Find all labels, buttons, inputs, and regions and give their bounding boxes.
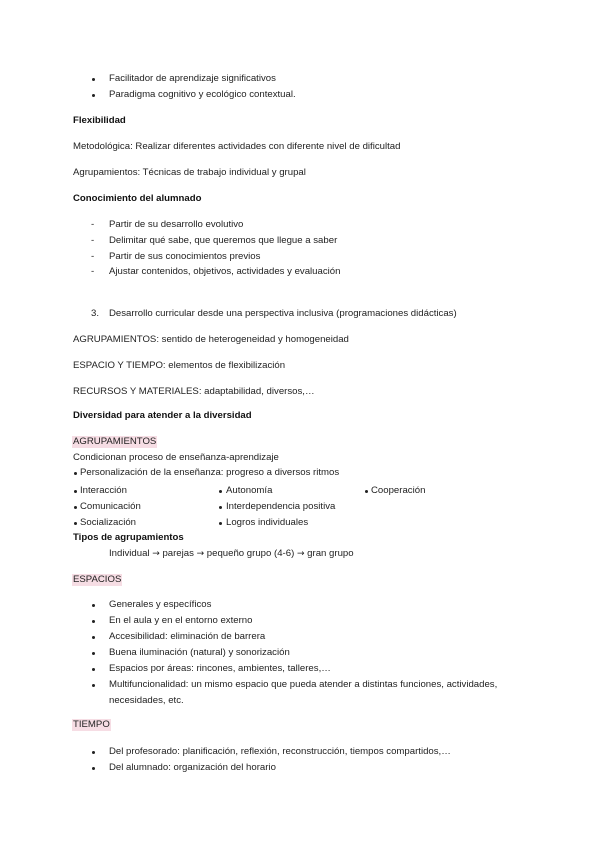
- bullet-icon: [92, 767, 95, 770]
- bullet-icon: [92, 684, 95, 687]
- bullet-icon: [219, 522, 222, 525]
- bullet-icon: [92, 94, 95, 97]
- dash-marker: -: [91, 251, 95, 262]
- bullet-icon: [74, 522, 77, 525]
- arrow-right-icon: →: [296, 549, 305, 559]
- paragraph-agrupamientos-upper: AGRUPAMIENTOS: sentido de heterogeneidad y homogeneidad: [73, 334, 349, 345]
- paragraph-agrupamientos: Agrupamientos: Técnicas de trabajo individual y grupal: [73, 167, 306, 178]
- grid-item: Autonomía: [226, 485, 273, 496]
- section-heading-flexibilidad: Flexibilidad: [73, 115, 126, 126]
- paragraph-espacio-tiempo: ESPACIO Y TIEMPO: elementos de flexibilización: [73, 360, 286, 371]
- list-item: Del alumnado: organización del horario: [109, 762, 276, 773]
- bullet-icon: [74, 472, 77, 475]
- arrow-right-icon: →: [152, 549, 160, 559]
- bullet-icon: [74, 506, 77, 509]
- list-item: Facilitador de aprendizaje significativos: [109, 73, 276, 84]
- bullet-icon: [74, 490, 77, 493]
- dash-marker: -: [91, 219, 95, 230]
- highlighted-title-espacios: ESPACIOS: [73, 574, 122, 585]
- grid-item: Interacción: [80, 485, 127, 496]
- list-item: Partir de sus conocimientos previos: [109, 251, 261, 262]
- grid-item: Logros individuales: [226, 517, 309, 528]
- grid-item: Cooperación: [371, 485, 426, 496]
- bullet-icon: [92, 620, 95, 623]
- list-item: Buena iluminación (natural) y sonorización: [109, 647, 290, 658]
- list-item: Paradigma cognitivo y ecológico contextual.: [109, 89, 296, 100]
- bullet-icon: [92, 652, 95, 655]
- dash-marker: -: [91, 235, 95, 246]
- highlighted-title-tiempo: TIEMPO: [73, 719, 110, 730]
- list-item: Espacios por áreas: rincones, ambientes, talleres,…: [109, 663, 331, 674]
- bullet-icon: [219, 506, 222, 509]
- bullet-icon: [365, 490, 368, 493]
- list-item: Del profesorado: planificación, reflexión, reconstrucción, tiempos compartidos,…: [109, 746, 451, 757]
- list-item: Partir de su desarrollo evolutivo: [109, 219, 244, 230]
- paragraph-condicionan: Condicionan proceso de enseñanza-aprendizaje: [73, 452, 279, 463]
- list-item: Delimitar qué sabe, que queremos que llegue a saber: [109, 235, 338, 246]
- subheading-tipos: Tipos de agrupamientos: [73, 532, 184, 543]
- tipo-item: gran grupo: [307, 548, 354, 559]
- paragraph-personalizacion: Personalización de la enseñanza: progreso a diversos ritmos: [80, 467, 340, 478]
- grid-item: Comunicación: [80, 501, 141, 512]
- list-item-continuation: necesidades, etc.: [109, 695, 184, 706]
- list-item: Multifuncionalidad: un mismo espacio que pueda atender a distintas funciones, actividades,: [109, 679, 498, 690]
- grid-item: Interdependencia positiva: [226, 501, 336, 512]
- highlighted-title-agrupamientos: AGRUPAMIENTOS: [73, 436, 157, 447]
- bullet-icon: [92, 668, 95, 671]
- list-item: Accesibilidad: eliminación de barrera: [109, 631, 266, 642]
- bullet-icon: [92, 751, 95, 754]
- list-number: 3.: [91, 308, 100, 319]
- section-heading-conocimiento: Conocimiento del alumnado: [73, 193, 202, 204]
- section-heading-diversidad: Diversidad para atender a la diversidad: [73, 410, 252, 421]
- list-item: Ajustar contenidos, objetivos, actividades y evaluación: [109, 266, 341, 277]
- dash-marker: -: [91, 266, 95, 277]
- paragraph-recursos: RECURSOS Y MATERIALES: adaptabilidad, diversos,…: [73, 386, 315, 397]
- arrow-right-icon: →: [196, 549, 205, 559]
- list-item: En el aula y en el entorno externo: [109, 615, 253, 626]
- tipo-item: Individual: [109, 548, 150, 559]
- bullet-icon: [92, 604, 95, 607]
- grid-item: Socialización: [80, 517, 136, 528]
- bullet-icon: [92, 78, 95, 81]
- numbered-item-text: Desarrollo curricular desde una perspectiva inclusiva (programaciones didácticas): [109, 308, 457, 319]
- tipos-sequence: [109, 548, 354, 560]
- tipo-item: parejas: [162, 548, 194, 559]
- paragraph-metodologica: Metodológica: Realizar diferentes actividades con diferente nivel de dificultad: [73, 141, 401, 152]
- bullet-icon: [92, 636, 95, 639]
- list-item: Generales y específicos: [109, 599, 212, 610]
- tipo-item: pequeño grupo (4-6): [206, 548, 295, 559]
- bullet-icon: [219, 490, 222, 493]
